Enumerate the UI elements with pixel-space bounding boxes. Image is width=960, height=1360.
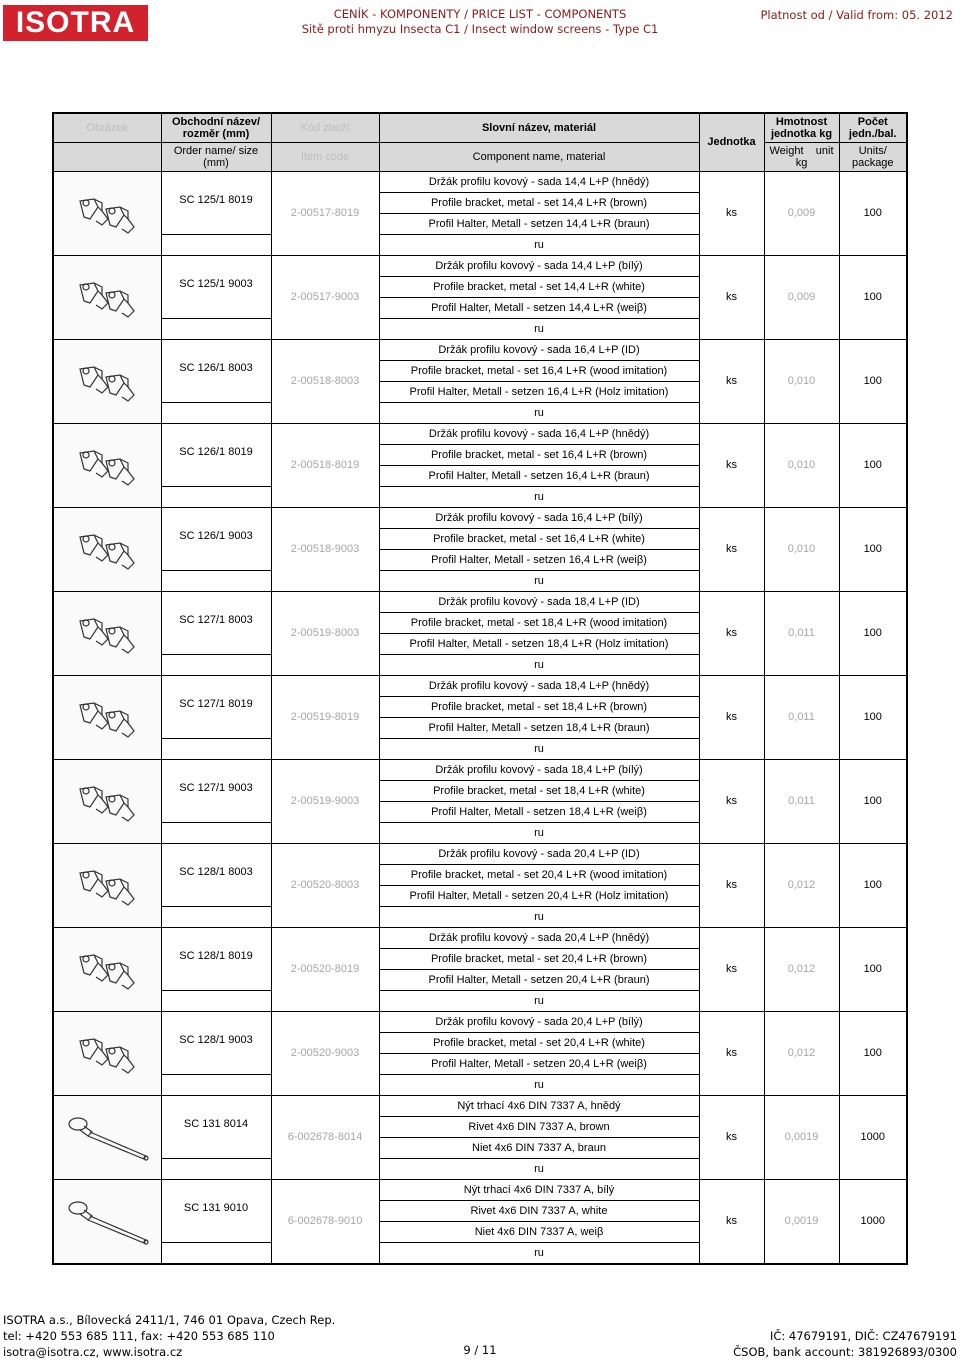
order-name: SC 126/1 8003 bbox=[161, 339, 271, 402]
bracket-image bbox=[53, 927, 161, 1011]
units-per-package: 100 bbox=[839, 1011, 907, 1095]
description-cz: Držák profilu kovový - sada 20,4 L+P (ID) bbox=[379, 843, 699, 864]
order-name: SC 125/1 9003 bbox=[161, 255, 271, 318]
item-code: 2-00518-8003 bbox=[271, 339, 379, 423]
weight: 0,010 bbox=[764, 339, 839, 423]
description-de: Profil Halter, Metall - setzen 18,4 L+R (braun) bbox=[379, 717, 699, 738]
units-per-package: 100 bbox=[839, 759, 907, 843]
table-row bbox=[53, 1179, 907, 1200]
header-count-en: Units/ package bbox=[839, 142, 907, 171]
units-per-package: 100 bbox=[839, 927, 907, 1011]
weight: 0,0019 bbox=[764, 1179, 839, 1264]
table-row bbox=[53, 591, 907, 612]
description-cz: Držák profilu kovový - sada 14,4 L+P (hnědý) bbox=[379, 171, 699, 192]
table-row bbox=[53, 843, 907, 864]
header-code-en: Item code bbox=[271, 142, 379, 171]
header-order-name: Obchodní název/ rozměr (mm) bbox=[161, 113, 271, 142]
order-name: SC 125/1 8019 bbox=[161, 171, 271, 234]
isotra-logo: ISOTRA bbox=[3, 5, 148, 41]
header-code: Kód zboží bbox=[271, 113, 379, 142]
table-row bbox=[53, 339, 907, 360]
description-de: Profil Halter, Metall - setzen 20,4 L+R (Holz imitation) bbox=[379, 885, 699, 906]
description-ru: ru bbox=[379, 1242, 699, 1264]
weight: 0,011 bbox=[764, 675, 839, 759]
description-en: Profile bracket, metal - set 18,4 L+R (brown) bbox=[379, 696, 699, 717]
weight: 0,012 bbox=[764, 1011, 839, 1095]
unit: ks bbox=[699, 255, 764, 339]
order-name: SC 127/1 8003 bbox=[161, 591, 271, 654]
units-per-package: 100 bbox=[839, 591, 907, 675]
order-name: SC 128/1 9003 bbox=[161, 1011, 271, 1074]
description-de: Profil Halter, Metall - setzen 20,4 L+R (braun) bbox=[379, 969, 699, 990]
order-name-blank bbox=[161, 738, 271, 759]
description-en: Profile bracket, metal - set 16,4 L+R (brown) bbox=[379, 444, 699, 465]
footer-address: ISOTRA a.s., Bílovecká 2411/1, 746 01 Opava, Czech Rep. bbox=[3, 1313, 336, 1327]
description-en: Profile bracket, metal - set 16,4 L+R (white) bbox=[379, 528, 699, 549]
header-weight-en: Weight unit kg bbox=[764, 142, 839, 171]
description-ru: ru bbox=[379, 234, 699, 255]
units-per-package: 1000 bbox=[839, 1095, 907, 1179]
description-cz: Držák profilu kovový - sada 18,4 L+P (ID) bbox=[379, 591, 699, 612]
unit: ks bbox=[699, 171, 764, 255]
order-name-blank bbox=[161, 654, 271, 675]
description-ru: ru bbox=[379, 402, 699, 423]
weight: 0,010 bbox=[764, 423, 839, 507]
item-code: 2-00518-8019 bbox=[271, 423, 379, 507]
description-en: Rivet 4x6 DIN 7337 A, brown bbox=[379, 1116, 699, 1137]
unit: ks bbox=[699, 927, 764, 1011]
description-de: Profil Halter, Metall - setzen 20,4 L+R (weiβ) bbox=[379, 1053, 699, 1074]
description-cz: Držák profilu kovový - sada 14,4 L+P (bílý) bbox=[379, 255, 699, 276]
description-ru: ru bbox=[379, 990, 699, 1011]
description-ru: ru bbox=[379, 318, 699, 339]
weight: 0,010 bbox=[764, 507, 839, 591]
header-unit: Jednotka bbox=[699, 113, 764, 171]
bracket-image bbox=[53, 423, 161, 507]
order-name-blank bbox=[161, 402, 271, 423]
item-code: 2-00517-8019 bbox=[271, 171, 379, 255]
order-name-blank bbox=[161, 822, 271, 843]
description-ru: ru bbox=[379, 822, 699, 843]
header-description: Slovní název, materiál bbox=[379, 113, 699, 142]
description-en: Rivet 4x6 DIN 7337 A, white bbox=[379, 1200, 699, 1221]
table-row bbox=[53, 675, 907, 696]
footer-phone: tel: +420 553 685 111, fax: +420 553 685 110 bbox=[3, 1329, 275, 1343]
description-cz: Držák profilu kovový - sada 16,4 L+P (ID) bbox=[379, 339, 699, 360]
weight: 0,009 bbox=[764, 255, 839, 339]
item-code: 2-00520-8003 bbox=[271, 843, 379, 927]
description-cz: Držák profilu kovový - sada 20,4 L+P (bílý) bbox=[379, 1011, 699, 1032]
unit: ks bbox=[699, 591, 764, 675]
description-cz: Držák profilu kovový - sada 16,4 L+P (bílý) bbox=[379, 507, 699, 528]
item-code: 2-00520-9003 bbox=[271, 1011, 379, 1095]
description-de: Profil Halter, Metall - setzen 16,4 L+R (Holz imitation) bbox=[379, 381, 699, 402]
order-name: SC 131 9010 bbox=[161, 1179, 271, 1242]
description-en: Profile bracket, metal - set 18,4 L+R (white) bbox=[379, 780, 699, 801]
bracket-image bbox=[53, 339, 161, 423]
order-name: SC 127/1 8019 bbox=[161, 675, 271, 738]
header-image-en bbox=[53, 142, 161, 171]
item-code: 6-002678-8014 bbox=[271, 1095, 379, 1179]
description-ru: ru bbox=[379, 1074, 699, 1095]
units-per-package: 1000 bbox=[839, 1179, 907, 1264]
table-row bbox=[53, 759, 907, 780]
item-code: 2-00519-8019 bbox=[271, 675, 379, 759]
unit: ks bbox=[699, 507, 764, 591]
description-ru: ru bbox=[379, 738, 699, 759]
weight: 0,012 bbox=[764, 843, 839, 927]
description-ru: ru bbox=[379, 906, 699, 927]
description-cz: Nýt trhací 4x6 DIN 7337 A, bílý bbox=[379, 1179, 699, 1200]
description-en: Profile bracket, metal - set 20,4 L+R (white) bbox=[379, 1032, 699, 1053]
order-name-blank bbox=[161, 1242, 271, 1264]
unit: ks bbox=[699, 339, 764, 423]
description-en: Profile bracket, metal - set 18,4 L+R (wood imitation) bbox=[379, 612, 699, 633]
description-ru: ru bbox=[379, 1158, 699, 1179]
item-code: 2-00517-9003 bbox=[271, 255, 379, 339]
header-count: Počet jedn./bal. bbox=[839, 113, 907, 142]
footer-contact: isotra@isotra.cz, www.isotra.cz bbox=[3, 1345, 183, 1359]
item-code: 2-00519-8003 bbox=[271, 591, 379, 675]
unit: ks bbox=[699, 1011, 764, 1095]
header-image: Obrázek bbox=[53, 113, 161, 142]
description-de: Profil Halter, Metall - setzen 18,4 L+R (Holz imitation) bbox=[379, 633, 699, 654]
bracket-image bbox=[53, 507, 161, 591]
item-code: 2-00518-9003 bbox=[271, 507, 379, 591]
table-row bbox=[53, 255, 907, 276]
description-en: Profile bracket, metal - set 20,4 L+R (brown) bbox=[379, 948, 699, 969]
unit: ks bbox=[699, 1179, 764, 1264]
order-name-blank bbox=[161, 318, 271, 339]
description-de: Niet 4x6 DIN 7337 A, braun bbox=[379, 1137, 699, 1158]
order-name: SC 127/1 9003 bbox=[161, 759, 271, 822]
table-row bbox=[53, 1011, 907, 1032]
rivet-image bbox=[53, 1095, 161, 1179]
description-ru: ru bbox=[379, 570, 699, 591]
units-per-package: 100 bbox=[839, 675, 907, 759]
order-name-blank bbox=[161, 234, 271, 255]
description-de: Profil Halter, Metall - setzen 16,4 L+R (weiβ) bbox=[379, 549, 699, 570]
units-per-package: 100 bbox=[839, 339, 907, 423]
description-cz: Nýt trhací 4x6 DIN 7337 A, hnědý bbox=[379, 1095, 699, 1116]
description-ru: ru bbox=[379, 654, 699, 675]
bracket-image bbox=[53, 591, 161, 675]
order-name-blank bbox=[161, 1074, 271, 1095]
unit: ks bbox=[699, 759, 764, 843]
header-weight: Hmotnost jednotka kg bbox=[764, 113, 839, 142]
weight: 0,011 bbox=[764, 591, 839, 675]
table-row bbox=[53, 927, 907, 948]
units-per-package: 100 bbox=[839, 843, 907, 927]
units-per-package: 100 bbox=[839, 423, 907, 507]
description-cz: Držák profilu kovový - sada 18,4 L+P (bílý) bbox=[379, 759, 699, 780]
description-en: Profile bracket, metal - set 14,4 L+R (white) bbox=[379, 276, 699, 297]
description-en: Profile bracket, metal - set 14,4 L+R (brown) bbox=[379, 192, 699, 213]
bracket-image bbox=[53, 255, 161, 339]
item-code: 2-00519-9003 bbox=[271, 759, 379, 843]
document-header bbox=[250, 7, 710, 37]
units-per-package: 100 bbox=[839, 255, 907, 339]
description-cz: Držák profilu kovový - sada 20,4 L+P (hnědý) bbox=[379, 927, 699, 948]
order-name: SC 126/1 8019 bbox=[161, 423, 271, 486]
order-name: SC 128/1 8003 bbox=[161, 843, 271, 906]
description-ru: ru bbox=[379, 486, 699, 507]
footer-company bbox=[3, 1312, 335, 1360]
footer-ids: IČ: 47679191, DIČ: CZ47679191 bbox=[769, 1329, 957, 1343]
description-cz: Držák profilu kovový - sada 16,4 L+P (hnědý) bbox=[379, 423, 699, 444]
bracket-image bbox=[53, 171, 161, 255]
table-row bbox=[53, 423, 907, 444]
order-name: SC 128/1 8019 bbox=[161, 927, 271, 990]
item-code: 2-00520-8019 bbox=[271, 927, 379, 1011]
document-title: CENÍK - KOMPONENTY / PRICE LIST - COMPONENTS bbox=[333, 7, 627, 21]
header-order-name-en: Order name/ size (mm) bbox=[161, 142, 271, 171]
description-de: Niet 4x6 DIN 7337 A, weiβ bbox=[379, 1221, 699, 1242]
description-de: Profil Halter, Metall - setzen 14,4 L+R (weiβ) bbox=[379, 297, 699, 318]
order-name-blank bbox=[161, 990, 271, 1011]
order-name: SC 126/1 9003 bbox=[161, 507, 271, 570]
document-subtitle: Sitě proti hmyzu Insecta C1 / Insect window screens - Type C1 bbox=[301, 22, 659, 36]
order-name-blank bbox=[161, 906, 271, 927]
description-en: Profile bracket, metal - set 20,4 L+R (wood imitation) bbox=[379, 864, 699, 885]
order-name-blank bbox=[161, 1158, 271, 1179]
page-number: 9 / 11 bbox=[463, 1343, 497, 1357]
table-row bbox=[53, 507, 907, 528]
description-de: Profil Halter, Metall - setzen 18,4 L+R (weiβ) bbox=[379, 801, 699, 822]
order-name-blank bbox=[161, 570, 271, 591]
description-en: Profile bracket, metal - set 16,4 L+R (wood imitation) bbox=[379, 360, 699, 381]
table-row bbox=[53, 171, 907, 192]
item-code: 6-002678-9010 bbox=[271, 1179, 379, 1264]
price-table bbox=[52, 112, 908, 1265]
description-de: Profil Halter, Metall - setzen 16,4 L+R (braun) bbox=[379, 465, 699, 486]
rivet-image bbox=[53, 1179, 161, 1264]
weight: 0,012 bbox=[764, 927, 839, 1011]
bracket-image bbox=[53, 675, 161, 759]
unit: ks bbox=[699, 675, 764, 759]
unit: ks bbox=[699, 423, 764, 507]
footer-legal bbox=[733, 1328, 957, 1360]
bracket-image bbox=[53, 759, 161, 843]
table-row bbox=[53, 1095, 907, 1116]
weight: 0,009 bbox=[764, 171, 839, 255]
footer-bank: ČSOB, bank account: 381926893/0300 bbox=[733, 1345, 957, 1359]
bracket-image bbox=[53, 843, 161, 927]
units-per-package: 100 bbox=[839, 507, 907, 591]
weight: 0,011 bbox=[764, 759, 839, 843]
order-name: SC 131 8014 bbox=[161, 1095, 271, 1158]
description-de: Profil Halter, Metall - setzen 14,4 L+R (braun) bbox=[379, 213, 699, 234]
order-name-blank bbox=[161, 486, 271, 507]
unit: ks bbox=[699, 1095, 764, 1179]
bracket-image bbox=[53, 1011, 161, 1095]
valid-from: Platnost od / Valid from: 05. 2012 bbox=[760, 8, 953, 22]
units-per-package: 100 bbox=[839, 171, 907, 255]
unit: ks bbox=[699, 843, 764, 927]
header-description-en: Component name, material bbox=[379, 142, 699, 171]
weight: 0,0019 bbox=[764, 1095, 839, 1179]
description-cz: Držák profilu kovový - sada 18,4 L+P (hnědý) bbox=[379, 675, 699, 696]
